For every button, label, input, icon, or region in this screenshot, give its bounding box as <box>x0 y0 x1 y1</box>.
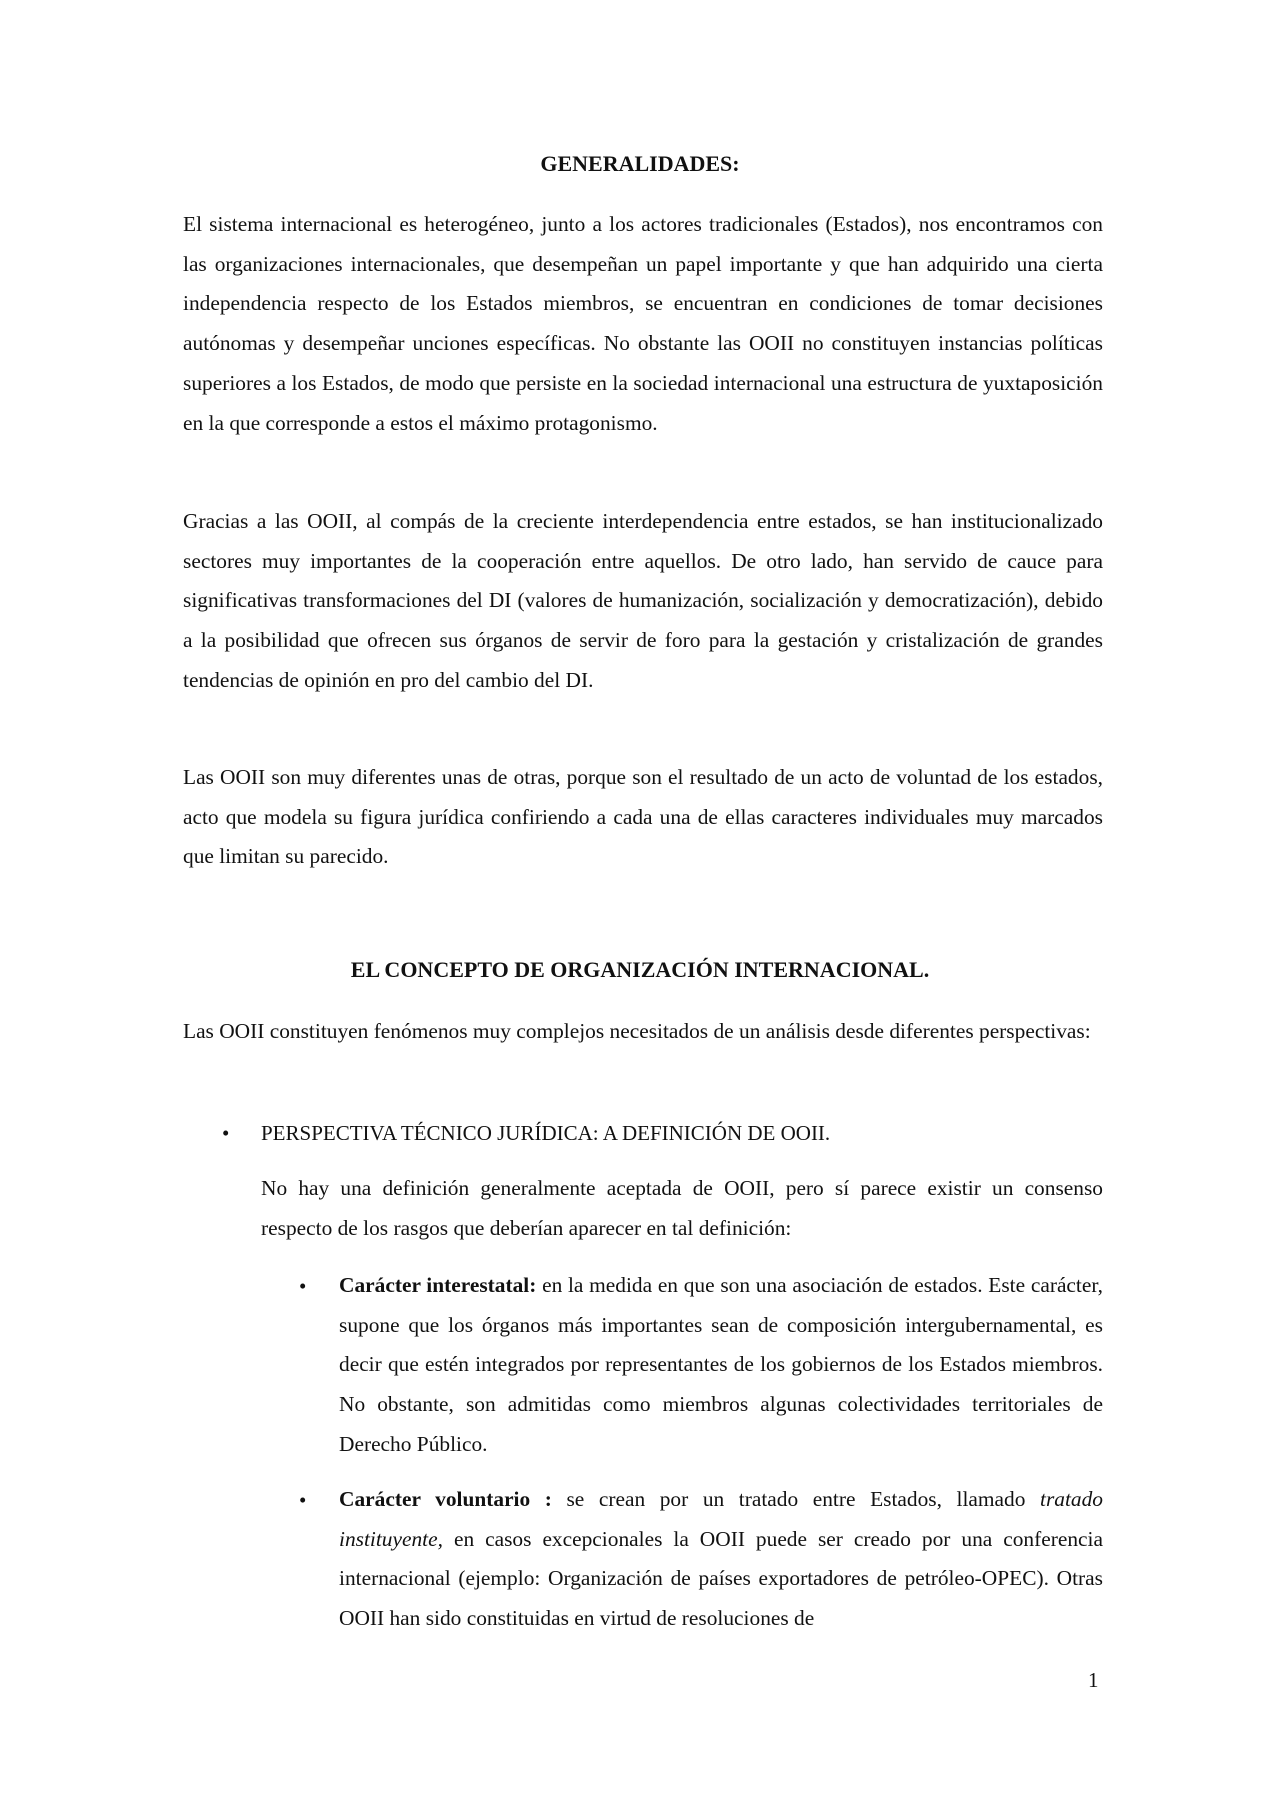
page-number: 1 <box>1088 1668 1099 1692</box>
bullet-icon: • <box>222 1121 230 1145</box>
bullet-icon: • <box>299 1274 307 1298</box>
bullet-icon: • <box>299 1488 307 1512</box>
section-heading-concepto: EL CONCEPTO DE ORGANIZACIÓN INTERNACIONAL. <box>350 957 930 982</box>
section-heading-generalidades: GENERALIDADES: <box>540 151 740 176</box>
paragraph: Gracias a las OOII, al compás de la creciente interdependencia entre estados, se han institucionalizado sectores muy importantes de la cooperación entre aquellos. De otro lado, han servido de cauce para significativas transformaciones del DI (valores de humanización, socialización y democratización), debido a la posibilidad que ofrecen sus órganos de servir de foro para la gestación y cristalización de grandes tendencias de opinión en pro del cambio del DI. <box>183 509 1103 692</box>
feature-text: en casos excepcionales la OOII puede ser creado por una conferencia internacional (ejemplo: Organización de países exportadores de petróleo-OPEC). Otras OOII han sido constituidas en virtud de resoluciones de <box>339 1526 1103 1631</box>
paragraph: El sistema internacional es heterogéneo, junto a los actores tradicionales (Estados), nos encontramos con las organizaciones internacionales, que desempeñan un papel importante y que han adquirido una cierta independencia respecto de los Estados miembros, se encuentran en condiciones de tomar decisiones autónomas y desempeñar unciones específicas. No obstante las OOII no constituyen instancias políticas superiores a los Estados, de modo que persiste en la sociedad internacional una estructura de yuxtaposición en la que corresponde a estos el máximo protagonismo. <box>183 212 1103 435</box>
paragraph: Las OOII constituyen fenómenos muy complejos necesitados de un análisis desde diferentes perspectivas: <box>183 1019 1091 1043</box>
list-item-voluntario <box>339 1480 1103 1639</box>
perspective-title: PERSPECTIVA TÉCNICO JURÍDICA: A DEFINICIÓN DE OOII. <box>261 1121 831 1145</box>
feature-text: en la medida en que son una asociación de estados. Este carácter, supone que los órganos más importantes sean de composición intergubernamental, es decir que estén integrados por representantes de los gobiernos de los Estados miembros. No obstante, son admitidas como miembros algunas colectividades territoriales de Derecho Público. <box>339 1273 1103 1456</box>
list-item-interestatal <box>339 1266 1103 1465</box>
feature-label: Carácter voluntario : <box>339 1487 552 1511</box>
feature-text-italic: tratado instituyente, <box>339 1487 1103 1551</box>
feature-text: se crean por un tratado entre Estados, llamado <box>551 1487 1040 1511</box>
paragraph: No hay una definición generalmente aceptada de OOII, pero sí parece existir un consenso respecto de los rasgos que deberían aparecer en tal definición: <box>261 1176 1103 1240</box>
paragraph: Las OOII son muy diferentes unas de otras, porque son el resultado de un acto de voluntad de los estados, acto que modela su figura jurídica confiriendo a cada una de ellas caracteres individuales muy marcados que limitan su parecido. <box>183 765 1103 869</box>
feature-label: Carácter interestatal: <box>339 1273 537 1297</box>
